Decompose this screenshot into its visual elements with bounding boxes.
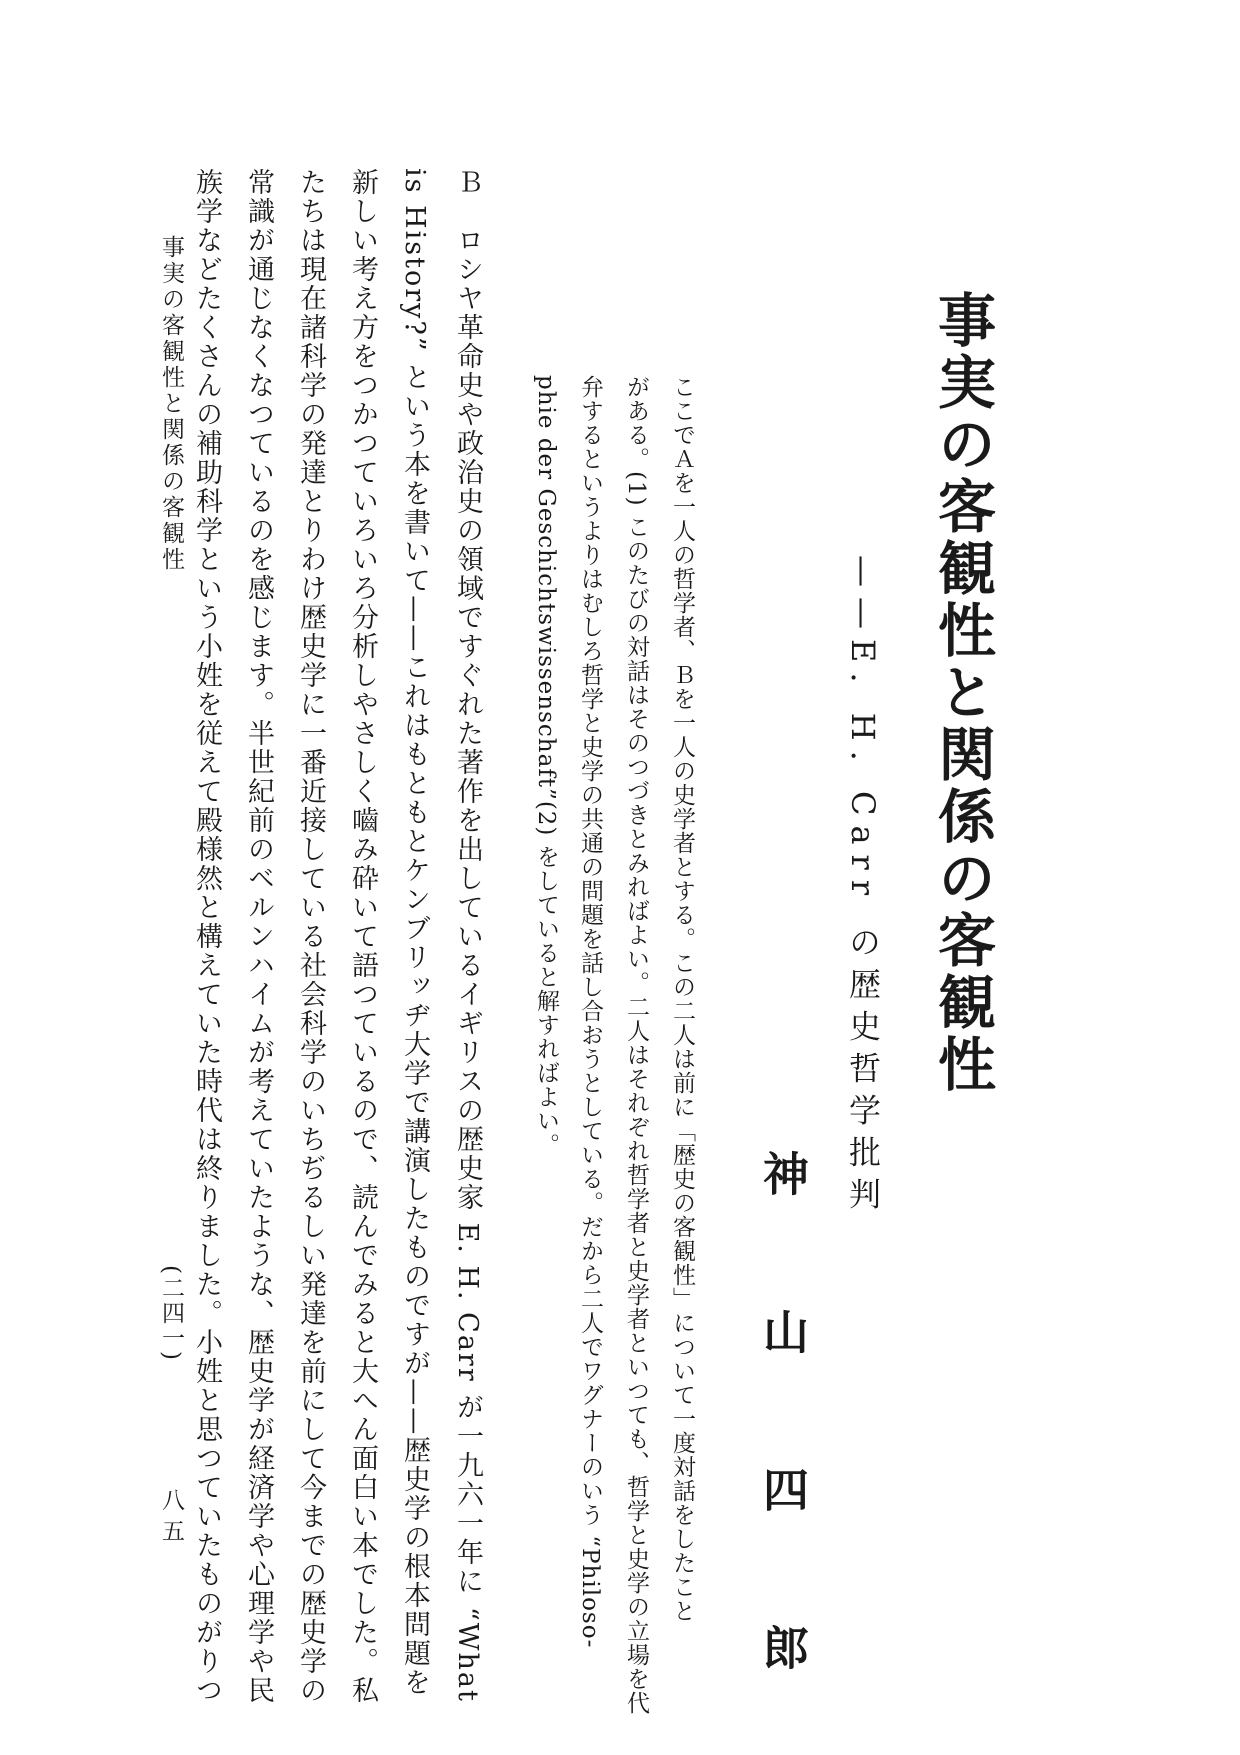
page-number: 八五 [158,1488,184,1550]
body-line: Ｂ ロシヤ革命史や政治史の領域ですぐれた著作を出しているイギリスの歴史家 E. H. Carr が一九六一年に “What [452,168,483,1703]
intro-line: がある。(1) このたびの対話はそのつづきとみればよい。二人はそれぞれ哲学者と史学者といつても、哲学と史学の立場を代 [623,375,649,1715]
paren-page-number: (二四一) [158,1265,184,1362]
intro-line: ここでＡを一人の哲学者、Ｂを一人の史学者とする。この二人は前に「歴史の客観性」について一度対話をしたこと [669,375,695,1623]
body-line: 族学などたくさんの補助科学という小姓を従えて殿様然と構えていた時代は終りました。小姓と思つていたものがりつ [191,168,222,1705]
article-title: 事実の客観性と関係の客観性 [928,290,996,1096]
body-line: 常識が通じなくなつているのを感じます。半世紀前のベルンハイムが考えていたような、歴史学が経済学や心理学や民 [243,168,274,1705]
author-name: 神 山 四 郎 [756,1150,810,1719]
intro-line: 弁するというよりはむしろ哲学と史学の共通の問題を話し合おうとしている。だから二人でワグナーのいう “Philoso- [577,375,603,1649]
running-title: 事実の客観性と関係の客観性 [158,235,184,573]
article-subtitle: ——E. H. Carr の歴史哲学批判 [844,555,882,1220]
body-line: is History?” という本を書いて——これはもともとケンブリッヂ大学で講演したものですが——歴史学の根本問題を [399,168,430,1698]
intro-line: phie der Geschichtswissenschaft”(2) をしていると解すればよい。 [533,375,559,1157]
body-line: 新しい考え方をつかつていろいろ分析しやさしく嚙み砕いて語つているので、読んでみると大へん面白い本でした。私 [347,168,378,1705]
body-line: たちは現在諸科学の発達とりわけ歴史学に一番近接している社会科学のいちぢるしい発達を前にして今までの歴史学の [295,168,326,1705]
